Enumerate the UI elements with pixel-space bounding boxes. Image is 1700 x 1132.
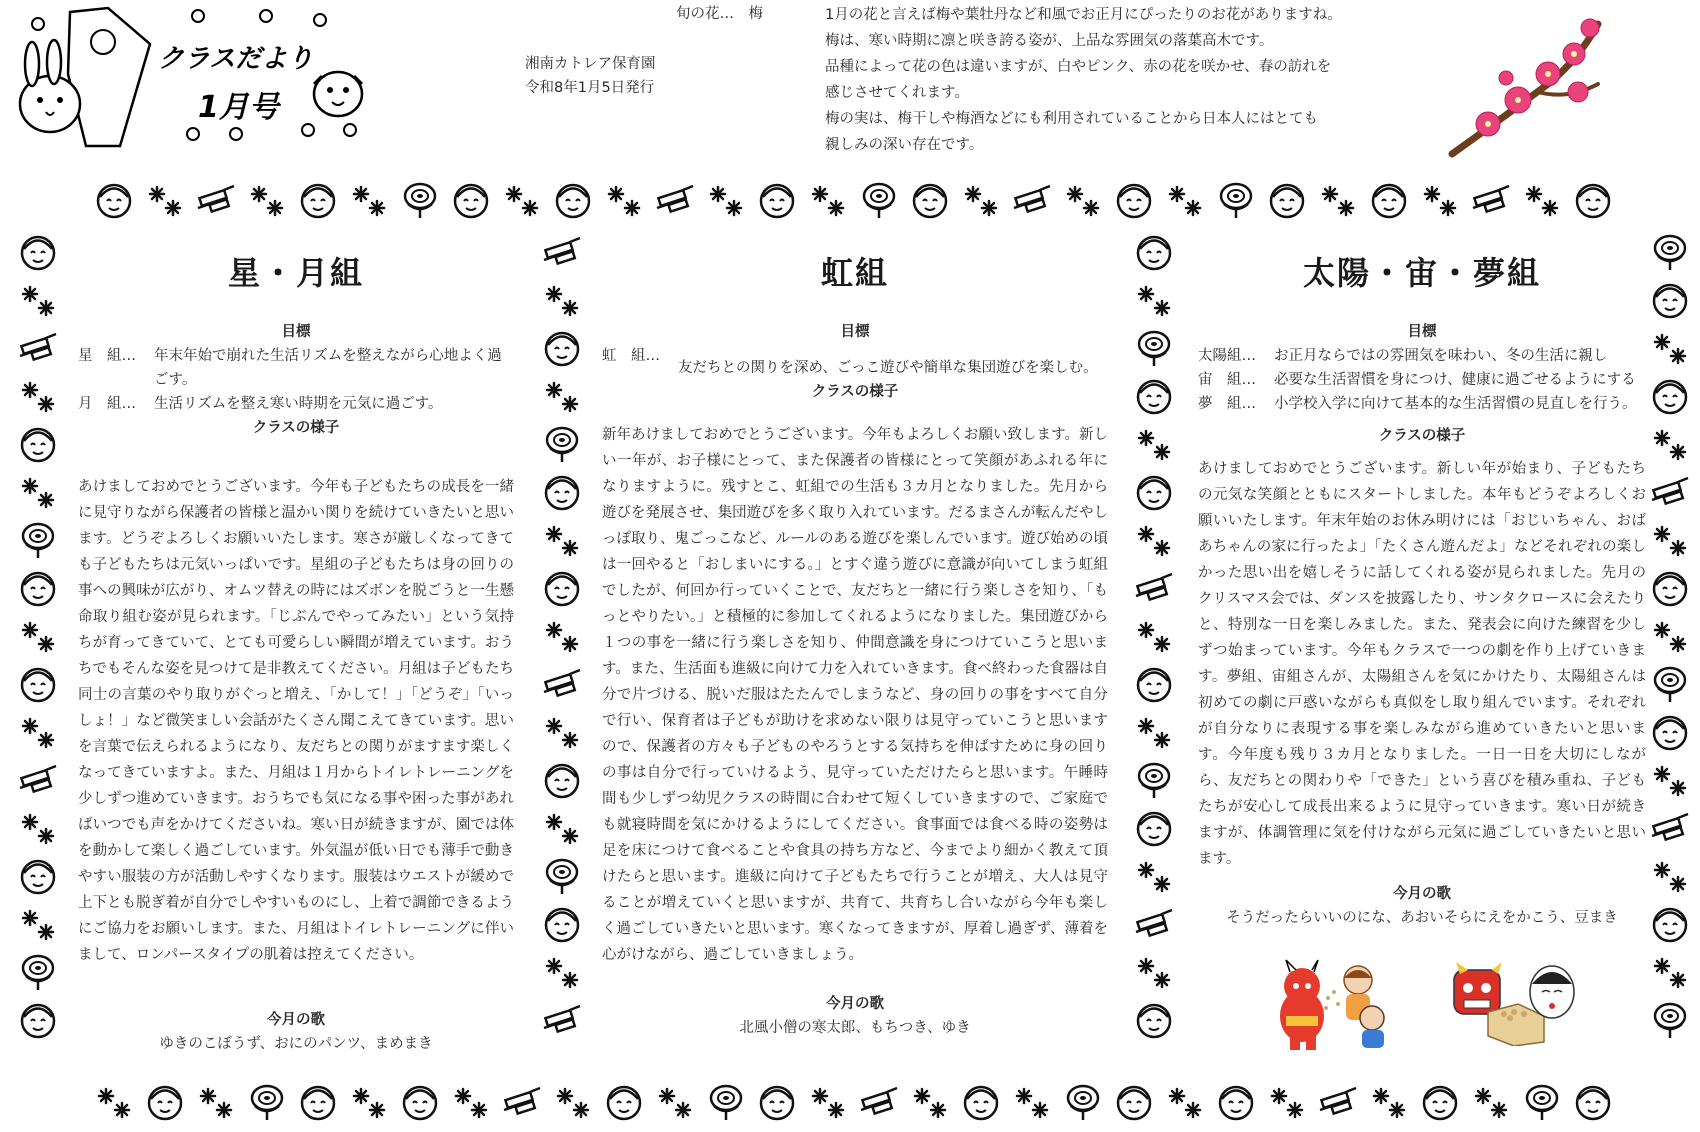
daruma-icon (1573, 1082, 1613, 1122)
song-list: ゆきのこぼうず、おにのパンツ、まめまき (159, 1036, 433, 1052)
daruma-icon (1114, 1082, 1154, 1122)
class-report: あけましておめでとうございます。今年も子どもたちの成長を一緒に見守りながら保護者の皆様と温かい関りを続けていきたいと思います。どうぞよろしくお願いいたします。寒さが厳しくなってきても子どもたちは元気いっぱいです。星組の子どもたちは身の回りの事への興味が広がり、オムツ替えの時にはズボンを脱ごうと一生懸命取り組む姿が見られます。「じぶんでやってみたい」という気持ちが育ってきていて、とても可愛らしい瞬間が増えています。おうちでもそんな姿を見つけて是非教えてください。月組は子どもたち同士の言葉のやり取りがぐっと増え、「かして！」「どうぞ」「いっしょ！」など微笑ましい会話がたくさん聞こえてきています。思いを言葉で伝えられるようになり、友だちとの関りがますます楽しくなってきていますよ。また、月組は１月からトイレトレーニングを少しずつ進めていきます。おうちでも気になる事や困った事があればいつでも声をかけてくださいね。寒い日が続きますが、園では体を動かして楽しく過ごしています。外気温が低い日でも薄手で動きやすい服装の方が活動しやすくなります。服装はウエストが緩めで上下とも脱ぎ着が自分でしやすいものにし、上着で調節できるようにご協力をお願いします。また、月組はトイレトレーニングに伴いまして、ロンパースタイプの肌着は控えてください。 (78, 479, 514, 963)
snowflake-icon (1134, 520, 1174, 560)
snowflake-icon (808, 1082, 848, 1122)
snowflake-icon (1650, 856, 1690, 896)
goal-text: 小学校入学に向けて基本的な生活習慣の見直しを行う。 (1274, 396, 1637, 412)
snowflake-icon (1134, 952, 1174, 992)
snowflake-icon (910, 1082, 950, 1122)
daruma-icon (18, 568, 58, 608)
kite-icon (859, 1082, 899, 1122)
daruma-icon (18, 424, 58, 464)
daruma-icon (1650, 712, 1690, 752)
kite-icon (18, 760, 58, 800)
goal-text: 友だちとの関りを深め、ごっこ遊びや簡単な集団遊びを楽しむ。 (678, 360, 1098, 376)
daruma-icon (94, 180, 134, 220)
snowflake-icon (961, 180, 1001, 220)
spinning-top-icon (1650, 664, 1690, 704)
class-heading: クラスの様子 (811, 384, 899, 400)
goals-heading: 目標 (1407, 324, 1437, 340)
goal-text: 生活リズムを整え寒い時期を元気に過ごす。 (154, 396, 443, 412)
snowflake-icon (542, 520, 582, 560)
snowflake-icon (247, 180, 287, 220)
daruma-icon (451, 180, 491, 220)
spinning-top-icon (1650, 1000, 1690, 1040)
snowflake-icon (1134, 616, 1174, 656)
goal-text: 年末年始で崩れた生活リズムを整えながら心地よく過ごす。 (154, 348, 502, 388)
snowflake-icon (706, 180, 746, 220)
snowflake-icon (145, 180, 185, 220)
title-line1: クラスだより (158, 44, 314, 74)
kite-icon (542, 232, 582, 272)
kite-icon (1318, 1082, 1358, 1122)
class-heading: クラスの様子 (252, 420, 340, 436)
kite-icon (1650, 808, 1690, 848)
kite-icon (542, 1000, 582, 1040)
snowflake-icon (349, 1082, 389, 1122)
class-title: 虹組 (820, 254, 889, 292)
song-list: 北風小僧の寒太郎、もちつき、ゆき (739, 1020, 971, 1036)
spinning-top-icon (859, 180, 899, 220)
snowflake-icon (18, 904, 58, 944)
snowflake-icon (1134, 280, 1174, 320)
daruma-icon (18, 1000, 58, 1040)
daruma-icon (1134, 376, 1174, 416)
kite-icon (18, 328, 58, 368)
snowflake-icon (1522, 180, 1562, 220)
goals-heading: 目標 (281, 324, 311, 340)
goal-row (78, 344, 514, 392)
snowflake-icon (542, 616, 582, 656)
spinning-top-icon (400, 180, 440, 220)
goal-text: お正月ならではの雰囲気を味わい、冬の生活に親し (1274, 348, 1608, 364)
kite-icon (1471, 180, 1511, 220)
snowflake-icon (1471, 1082, 1511, 1122)
snowflake-icon (18, 616, 58, 656)
newsletter-logo (8, 4, 388, 152)
goal-class: 夢 組… (1198, 396, 1256, 412)
snowflake-icon (451, 1082, 491, 1122)
daruma-icon (400, 1082, 440, 1122)
daruma-icon (1134, 1000, 1174, 1040)
snowflake-icon (1134, 424, 1174, 464)
snowflake-icon (1650, 424, 1690, 464)
title-line2: 1月号 (198, 90, 279, 125)
goal-class: 太陽組… (1198, 348, 1256, 364)
daruma-icon (910, 180, 950, 220)
snowflake-icon (1318, 180, 1358, 220)
daruma-icon (542, 472, 582, 512)
goal-class: 宙 組… (1198, 372, 1256, 388)
daruma-icon (1267, 180, 1307, 220)
daruma-icon (1114, 180, 1154, 220)
snowflake-icon (18, 808, 58, 848)
oni-mask-and-beans-illustration (1448, 962, 1578, 1046)
snowflake-icon (1134, 856, 1174, 896)
daruma-icon (542, 760, 582, 800)
column-hoshi-tsuki (78, 248, 514, 1056)
logo-illustration (8, 4, 388, 152)
snowflake-icon (1012, 1082, 1052, 1122)
song-heading: 今月の歌 (267, 1012, 325, 1028)
snowflake-icon (1420, 180, 1460, 220)
spinning-top-icon (1216, 180, 1256, 220)
issue-date: 令和8年1月5日発行 (525, 80, 655, 96)
snowflake-icon (1650, 952, 1690, 992)
goal-class: 月 組… (78, 396, 136, 412)
snowflake-icon (18, 712, 58, 752)
snowflake-icon (502, 180, 542, 220)
daruma-icon (1134, 664, 1174, 704)
flower-label: 旬の花… 梅 (676, 6, 763, 22)
flower-line: 親しみの深い存在です。 (825, 137, 984, 153)
snowflake-icon (1650, 520, 1690, 560)
flower-line: 梅の実は、梅干しや梅酒などにも利用されていることから日本人にはとても (825, 111, 1318, 127)
snowflake-icon (18, 376, 58, 416)
kite-icon (1134, 904, 1174, 944)
goal-row (602, 344, 1108, 380)
snowflake-icon (1650, 328, 1690, 368)
daruma-icon (298, 180, 338, 220)
spinning-top-icon (18, 952, 58, 992)
daruma-icon (1650, 904, 1690, 944)
goal-row (1198, 392, 1646, 416)
daruma-icon (18, 232, 58, 272)
spinning-top-icon (1134, 760, 1174, 800)
child-icon (1344, 966, 1384, 1048)
oni-and-children-illustration (1262, 958, 1394, 1054)
flower-line: 品種によって花の色は違いますが、白やピンク、赤の花を咲かせ、春の訪れを (825, 59, 1332, 75)
snowflake-icon (542, 280, 582, 320)
snowflake-icon (542, 712, 582, 752)
column-taiyo-sora-yume (1198, 248, 1646, 930)
spinning-top-icon (1650, 232, 1690, 272)
snowflake-icon (1134, 712, 1174, 752)
spinning-top-icon (1134, 328, 1174, 368)
kite-icon (1650, 472, 1690, 512)
snowflake-icon (1650, 760, 1690, 800)
kite-icon (196, 180, 236, 220)
snowflake-icon (808, 180, 848, 220)
flower-description (825, 2, 1385, 158)
goal-row (78, 392, 514, 416)
snowflake-icon (1165, 180, 1205, 220)
spinning-top-icon (247, 1082, 287, 1122)
daruma-icon (1134, 808, 1174, 848)
oni-icon (1280, 960, 1324, 1050)
flower-line: 梅は、寒い時期に凛と咲き誇る姿が、上品な雰囲気の落葉高木です。 (825, 33, 1274, 49)
daruma-icon (542, 328, 582, 368)
plum-branch-icon (1448, 4, 1608, 160)
daruma-icon (1216, 1082, 1256, 1122)
daruma-icon (757, 1082, 797, 1122)
daruma-icon (604, 1082, 644, 1122)
flower-line: 感じさせてくれます。 (825, 85, 969, 101)
snowflake-icon (1165, 1082, 1205, 1122)
daruma-icon (1369, 180, 1409, 220)
daruma-icon (1134, 472, 1174, 512)
snowflake-icon (18, 280, 58, 320)
goal-row (1198, 368, 1646, 392)
daruma-icon (542, 568, 582, 608)
kite-icon (542, 664, 582, 704)
daruma-icon (961, 1082, 1001, 1122)
spinning-top-icon (542, 424, 582, 464)
spinning-top-icon (1063, 1082, 1103, 1122)
spinning-top-icon (18, 520, 58, 560)
kite-icon (1134, 568, 1174, 608)
snowflake-icon (542, 952, 582, 992)
class-title: 太陽・宙・夢組 (1302, 254, 1541, 292)
goal-class: 虹 組… (602, 348, 660, 364)
daruma-icon (757, 180, 797, 220)
song-heading: 今月の歌 (826, 996, 884, 1012)
goal-class: 星 組… (78, 348, 136, 364)
snowflake-icon (1267, 1082, 1307, 1122)
daruma-icon (553, 180, 593, 220)
class-report: あけましておめでとうございます。新しい年が始まり、子どもたちの元気な笑顔とともにスタートしました。本年もどうぞよろしくお願いいたします。年末年始のお休み明けには「おじいちゃん、おばあちゃんの家に行ったよ」「たくさん遊んだよ」などそれぞれの楽しかった思い出を嬉しそうに話してくれる姿が見られました。先月のクリスマス会では、ダンスを披露したり、サンタクロースに会えたりと、特別な一日を楽しみました。また、発表会に向けた練習を少しずつ始まっています。今年もクラスで一つの劇を作り上げていきます。夢組、宙組さんが、太陽組さんを気にかけたり、太陽組さんは初めての劇に戸惑いながらも真似をし取り組んでいます。それぞれが自分なりに表現する事を楽しみながら進めていきたいと思います。今年度も残り３カ月となりました。一日一日を大切にしながら、友だちとの関わりや「できた」という喜びを積み重ね、子どもたちが安心して成長出来るように見守っていきます。寒い日が続きますが、体調管理に気を付けながら元気に過ごしていきたいと思います。 (1198, 461, 1646, 867)
daruma-icon (1420, 1082, 1460, 1122)
snowflake-icon (1650, 616, 1690, 656)
song-heading: 今月の歌 (1393, 886, 1451, 902)
class-heading: クラスの様子 (1378, 428, 1466, 444)
daruma-icon (298, 1082, 338, 1122)
daruma-icon (18, 664, 58, 704)
song-list: そうだったらいいのにな、あおいそらにえをかこう、豆まき (1226, 910, 1618, 926)
daruma-icon (542, 904, 582, 944)
daruma-icon (1573, 180, 1613, 220)
snowflake-icon (542, 376, 582, 416)
daruma-icon (1650, 568, 1690, 608)
class-report: 新年あけましておめでとうございます。今年もよろしくお願い致します。新しい一年が、お子様にとって、また保護者の皆様にとって笑顔があふれる年になりますように。残すとこ、虹組での生活も３カ月となりました。先月から遊びを発展させ、集団遊びを多く取り入れています。だるまさんが転んだやしっぽ取り、鬼ごっこなど、ルールのある遊びを楽しんでいます。遊び始めの頃は一回やると「おしまいにする。」とすぐ違う遊びに意識が向いてしまう虹組でしたが、何回か行っていくことで、友だちと一緒に行う楽しさを知り、「もっとやりたい。」と積極的に参加してくれるようになりました。集団遊びから１つの事を一緒に行う楽しさを知り、仲間意識を身につけていこうと思います。また、生活面も進級に向けて力を入れていきます。食べ終わった食器は自分で片づける、脱いだ服はたたんでしまうなど、身の回りの事をすべて自分で行い、保育者は子どもが助けを求めない限りは見守っていこうと思いますので、保護者の方々も子どものやろうとする気持ちを伸ばすために身の回りの事は自分で行っていけるよう、見守っていただけたらと思います。午睡時間も少しずつ幼児クラスの時間に合わせて短くしていきますので、ご家庭でも就寝時間を気にかけるようにしてください。食事面では食べる時の姿勢は足を床につけて食べることや食具の持ち方など、今までより細かく教えて頂けたらと思います。進級に向けて子どもたちで行うことが増え、大人は見守ることが増えていくと思いますが、共育て、共育ちし合いながら今年も楽しく過ごしていきたいと思います。寒くなってきますが、厚着し過ぎず、薄着を心がけながら、過ごしていきましょう。 (602, 427, 1108, 963)
snowflake-icon (553, 1082, 593, 1122)
snowflake-icon (1369, 1082, 1409, 1122)
snowflake-icon (1063, 180, 1103, 220)
daruma-icon (18, 856, 58, 896)
spinning-top-icon (1522, 1082, 1562, 1122)
goals-heading: 目標 (840, 324, 870, 340)
flower-line: 1月の花と言えば梅や葉牡丹など和風でお正月にぴったりのお花がありますね。 (825, 7, 1342, 23)
snowflake-icon (196, 1082, 236, 1122)
daruma-icon (1650, 376, 1690, 416)
snowflake-icon (94, 1082, 134, 1122)
school-name: 湘南カトレア保育園 (525, 56, 656, 72)
snowflake-icon (604, 180, 644, 220)
snowflake-icon (542, 808, 582, 848)
oni-mask-icon (1454, 962, 1502, 1014)
snowflake-icon (655, 1082, 695, 1122)
daruma-icon (1134, 232, 1174, 272)
column-niji (602, 248, 1108, 1040)
snowflake-icon (18, 472, 58, 512)
class-title: 星・月組 (227, 254, 364, 292)
okame-mask-icon (1530, 966, 1574, 1018)
goal-text: 必要な生活習慣を身につけ、健康に過ごせるようにする (1274, 372, 1636, 388)
spinning-top-icon (706, 1082, 746, 1122)
kite-icon (502, 1082, 542, 1122)
snowflake-icon (349, 180, 389, 220)
daruma-icon (1650, 280, 1690, 320)
kite-icon (655, 180, 695, 220)
goal-row (1198, 344, 1646, 368)
spinning-top-icon (542, 856, 582, 896)
kite-icon (1012, 180, 1052, 220)
daruma-icon (145, 1082, 185, 1122)
